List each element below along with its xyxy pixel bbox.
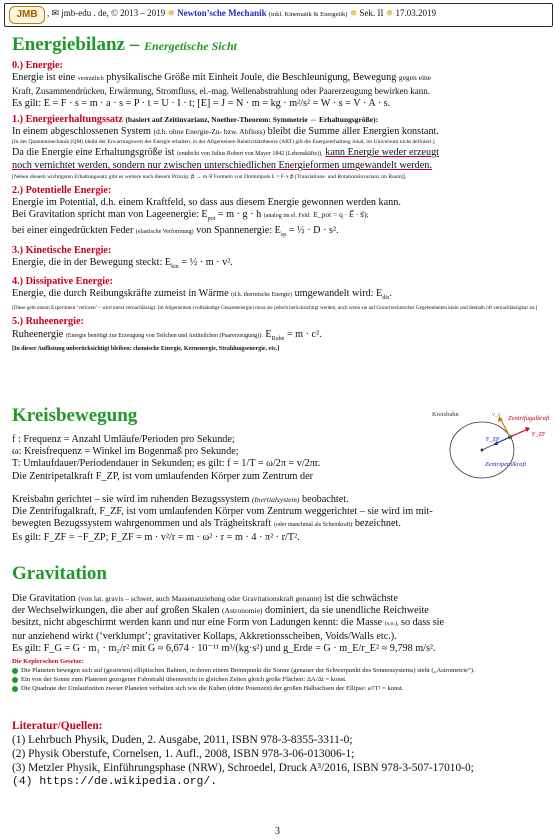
gr-line5: Es gilt: F_G = G · m₁ · m₂/r² mit G ≈ 6,674 · 10⁻¹¹ m³/(kg·s²) und g_Erde = G · m_E/r_E² ≈ 9,798 m/s².	[12, 642, 436, 654]
p0-line2: Kraft, Zusammendrücken, Erwärmung, Stromfluss, el.-mag. Wellenabstrahlung oder Paarerzeugung bewirken kann.	[12, 86, 430, 97]
text: = ½ · D · s².	[288, 225, 339, 237]
fzf-arrow	[510, 429, 528, 437]
kb-line4: Die Zentripetalkraft F_ZP, ist vom umlaufenden Körper zum Zentrum der	[12, 470, 314, 482]
text: (entdeckt von Julius Robert von Mayer 1842 (Lebenskäfte)),	[177, 151, 323, 158]
text: = m · g · h	[217, 209, 262, 221]
text: Kreisbahn gerichtet – sie wird im ruhenden Bezugssystem	[12, 494, 250, 505]
p5-line2: [In dieser Auflistung unberücksichtigt bleiben: chemische Energie, Kernenergie, Strahlungsenergie, etc.]	[12, 345, 280, 352]
text: physikalische Größe mit Einheit Joule, die Beschleunigung, Bewegung	[106, 72, 397, 84]
star-icon: ✵	[167, 8, 175, 18]
text: Ein von der Sonne zum Planeten gezogener Fahrstrahl überstreicht in gleichen Zeiten gleich große Flächen: ΔA/Δt = konst.	[21, 676, 347, 684]
gr-line2	[12, 605, 548, 617]
star-icon: ✵	[385, 8, 394, 18]
header-level: Sek. II	[359, 8, 384, 18]
text: = ½ · m · v².	[181, 256, 233, 268]
p0-line1	[12, 72, 548, 85]
p1-heading	[12, 114, 548, 126]
text: (d.h. ohne Energie-Zu- bzw. Abfluss)	[153, 127, 266, 137]
kb-line7	[12, 518, 548, 531]
p4-line2: [Diese geht einem Experiment ‘verloren’ – wird meist vernachlässigt: Im Allgemeinen (vollständige Gesamtenergie) muss sie jedoch berücksichtigt werden, auch wenn sie auf Grund technischer Gegebenheiten klein und deshalb oft vernachlässigbar ist.]	[12, 305, 538, 312]
text: (analog im el. Feld:	[263, 213, 311, 220]
literature-link[interactable]: (4) https://de.wikipedia.org/.	[12, 776, 218, 788]
text: vermutlich	[77, 76, 104, 83]
p3-line1: Energie, die in der Bewegung steckt: $E_{kin}$ = ½ · m · v².	[12, 256, 233, 270]
text: beobachtet.	[301, 494, 349, 505]
p4-heading: 4.) Dissipative Energie:	[12, 275, 114, 287]
label-kreisbahn: Kreisbahn	[432, 411, 459, 418]
p5-line1: Ruheenergie (Energie benötigt zur Erzeugung von Teilchen und Antiteilchen (Paarerzeugung)): $E_{Ruhe} = m \cdot c^2$.	[12, 328, 322, 342]
text: Ruheenergie	[12, 328, 64, 340]
bullet-icon	[12, 668, 18, 674]
text: (elastische Verformung)	[135, 229, 194, 236]
text: E_pot = q · E⃗ · s⃗);	[313, 210, 369, 220]
text: bleibt die Summe aller Energien konstant.	[267, 126, 439, 138]
text: T: Umlaufdauer/Periodendauer in Sekunden; es gilt:	[12, 458, 225, 470]
p1-line3	[12, 147, 548, 160]
label-vc: v_c	[492, 412, 501, 418]
text: dominiert, da sie unendliche Reichweite	[265, 605, 429, 617]
kb-line6: Die Zentrifugalkraft, F_ZF, ist vom umlaufenden Körper vom Zentrum weggerichtet – sie wird im mit-	[12, 506, 433, 518]
p1-line5: [Neben diesem wichtigsten Erhaltungssatz gibt es weitere nach diesem Prinzip: p⃗ → m·v⃗ Formeln von Drehimpuls L = F·x p⃗ [Translations- und Rotationsinvarianz im Raum]]	[12, 173, 406, 180]
kepler-law-1	[12, 666, 548, 675]
text: E	[265, 328, 272, 340]
bullet-icon	[12, 686, 18, 692]
text: kann Energie weder erzeugt	[325, 147, 440, 159]
kb-line1: f : Frequenz = Anzahl Umläufe/Perioden pro Sekunde;	[12, 434, 235, 445]
section-title-gravitation: Gravitation	[12, 563, 107, 584]
jmb-logo: JMB	[9, 6, 45, 24]
gr-line3	[12, 617, 548, 630]
literature-item: (1) Lehrbuch Physik, Duden, 2. Ausgabe, 2011, ISBN 978-3-8355-3311-0;	[12, 734, 353, 746]
text: so dass sie	[401, 617, 445, 629]
text: (oder manchmal als Scheinkraft)	[273, 522, 353, 529]
text: (Inertialsystem)	[251, 495, 300, 504]
text: (Astronomie)	[222, 606, 263, 616]
header-line	[47, 8, 436, 19]
text: (s.o.),	[384, 621, 399, 628]
p2-line1: Energie im Potential, d.h. einem Kraftfeld, so dass aus diesem Energie gewonnen werden kann.	[12, 196, 401, 208]
text: (Energie benötigt zur Erzeugung von Teilchen und Antiteilchen (Paarerzeugung)):	[65, 332, 263, 339]
p3-heading: 3.) Kinetische Energie:	[12, 244, 112, 256]
header-domain: , ✉ jmb-edu . de, © 2013 – 2019	[47, 8, 166, 18]
text: Energie, die in der Bewegung steckt: E	[12, 256, 172, 268]
p2-line3: bei einer eingedrückten Feder (elastische Verformung) von Spannenergie: $E_{sp}$ = ½ · D · s².	[12, 225, 339, 239]
gravitation-section	[12, 593, 548, 693]
text: In einem abgeschlossenen System	[12, 126, 151, 138]
text: (von lat. gravis – schwer, auch Massenanziehung oder Gravitationskraft genannt)	[78, 594, 322, 603]
text: umgewandelt wird: E	[294, 288, 383, 300]
text: Energie, die durch Reibungskräfte zumeist in Wärme	[12, 288, 229, 300]
p0-line3: Es gilt: E = F · s = m · a · s = P · t = U · I · t; [E] = J = N · m = kg · m²/s² = W · s = V · A · s.	[12, 97, 391, 109]
title-text: Energiebilanz	[12, 34, 125, 55]
text: besitzt, nicht abgeschirmt werden kann und nur eine Form von Ladungen kennt: die Masse	[12, 617, 383, 629]
text: f = 1/T = ω/2π = v/2πr.	[227, 458, 321, 470]
text: Bei Gravitation spricht man von Lageenergie: E	[12, 209, 208, 221]
bullet-icon	[12, 677, 18, 683]
p0-heading: 0.) Energie:	[12, 60, 63, 71]
text: Die Gravitation	[12, 593, 76, 604]
header-date: 17.03.2019	[395, 8, 437, 18]
literature-heading: Literatur/Quellen:	[12, 720, 103, 732]
gr-line4: nur anziehend wirkt (‘verklumpt’; gravitativer Kollaps, Akkretionsscheiben, Voids/Walls etc.).	[12, 630, 397, 642]
star-icon: ✵	[349, 8, 358, 18]
circle-section-left	[12, 434, 412, 483]
text: (d.h. thermische Energie)	[231, 292, 293, 299]
kb-line8: Es gilt: F_ZF = −F_ZP; F_ZF = m · v²/r = m · ω² · r = m · 4 · π² · r/T².	[12, 531, 300, 543]
kepler-law-3	[12, 684, 548, 693]
label-fzp: F_ZP	[486, 437, 500, 443]
p1-line2: [In der Quantenmechanik (QM) bleibt der Erwartungswert der Energie erhalten; in der Allgemeinen Relativitätstheorie (ART) gilt die Energieerhaltung lokal, im Universum nicht definiert.]	[12, 139, 435, 146]
p1-line4: noch vernichtet werden, sondern nur zwischen unterschiedlichen Energieformen umgewandelt werden.	[12, 160, 432, 172]
kepler-law-2	[12, 675, 548, 684]
text: ist die schwächste	[324, 593, 398, 604]
kepler-heading: Die Keplerschen Gesetze:	[12, 658, 84, 666]
literature-item: (3) Metzler Physik, Einführungsphase (NRW), Schroedel, Druck A³/2016, ISBN 978-3-507-17010-0;	[12, 762, 474, 774]
title-dash: –	[129, 34, 140, 55]
kb-line5	[12, 494, 548, 506]
kb-line3	[12, 458, 412, 470]
text: = m · c².	[286, 328, 322, 340]
p4-line1: Energie, die durch Reibungskräfte zumeist in Wärme (d.h. thermische Energie) umgewandelt wird: $E_{dis}$.	[12, 288, 392, 302]
text: bezeichnet.	[354, 518, 401, 530]
section-title-kreisbewegung: Kreisbewegung	[12, 405, 138, 426]
kb-line2: ω: Kreisfrequenz = Winkel im Bogenmaß pro Sekunde;	[12, 446, 239, 458]
text: der Wechselwirkungen, die aber auf großen Skalen	[12, 605, 220, 617]
label-zentripetal: Zentripetalkraft	[485, 461, 527, 468]
circular-motion-diagram	[430, 408, 552, 488]
label-fzf: F_ZF	[532, 432, 546, 438]
text: 1.) Energieerhaltungssatz	[12, 113, 123, 125]
text: bei einer eingedrückten Feder	[12, 225, 134, 237]
text: bewegten Bezugssystem wahrgenommen und als Trägheitskraft	[12, 518, 272, 530]
text: Die Quadrate der Umlaufzeiten zweier Planeten verhalten sich wie die Kuben (dritte Potenzen) der großen Halbachsen der Ellipse: a³/T² = konst.	[21, 685, 404, 693]
text: Die Planeten bewegen sich auf (gestörten) elliptischen Bahnen, in deren einem Brennpunkt die Sonne (genauer der Schwerpunkt des Sonnensystems) steht („Astrometrie“).	[21, 667, 475, 675]
text: gegen eine	[398, 73, 432, 83]
page-number: 3	[275, 826, 280, 837]
energy-section	[12, 60, 548, 354]
label-zentrifugal: Zentrifugalkraft	[508, 415, 550, 422]
section-title-energiebilanz	[12, 34, 237, 56]
p5-heading: 5.) Ruheenergie:	[12, 316, 84, 328]
text: Da die Energie eine Erhaltungsgröße ist	[12, 147, 175, 159]
text: Energie ist eine	[12, 72, 76, 84]
header-scope: (inkl. Kinematik & Energetik)	[268, 11, 348, 18]
header-title: Newton’sche Mechanik	[177, 8, 267, 18]
page-header	[4, 3, 553, 27]
text: (basiert auf Zeitinvarianz, Noether-Theorem: Symmetrie ⇔ Erhaltungsgröße):	[125, 114, 379, 124]
title-subtitle: Energetische Sicht	[143, 39, 237, 53]
p2-line2: Bei Gravitation spricht man von Lageenergie: $E_{pot} = m \cdot g \cdot h$ (analog im el. Feld: E_pot = q · E⃗ · s⃗);	[12, 209, 369, 223]
gr-line1	[12, 593, 548, 605]
literature-section	[12, 719, 548, 789]
p1-line1	[12, 126, 548, 138]
circle-section-full	[12, 494, 548, 544]
literature-item: (2) Physik Oberstufe, Cornelsen, 1. Aufl., 2008, ISBN 978-3-06-013006-1;	[12, 748, 355, 760]
p2-heading: 2.) Potentielle Energie:	[12, 184, 112, 196]
text: von Spannenergie: E	[196, 225, 281, 237]
